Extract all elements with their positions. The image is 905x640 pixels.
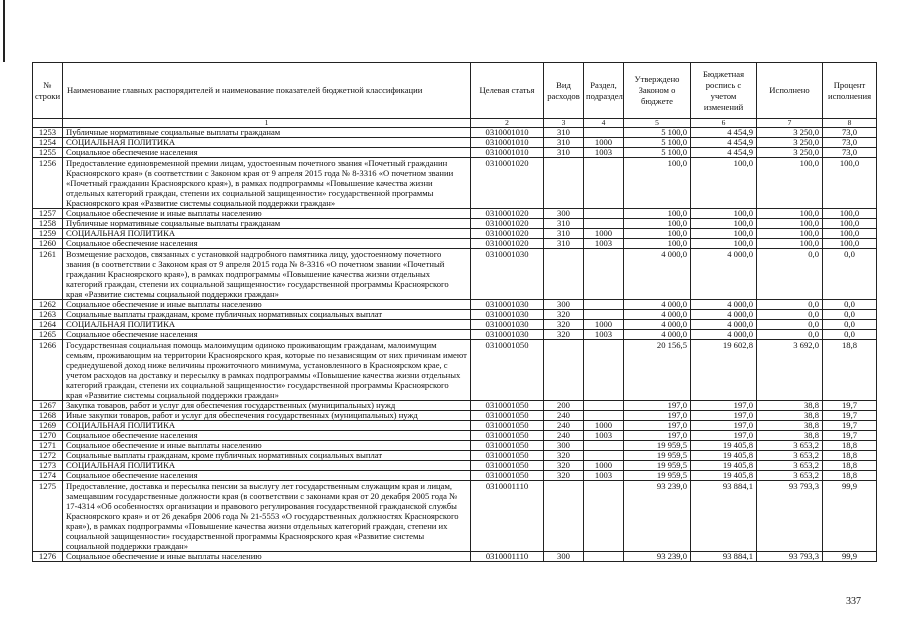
- expense-kind-cell: [544, 481, 584, 552]
- percent-cell: 0,0: [823, 300, 877, 310]
- approved-amount-cell: 197,0: [624, 431, 691, 441]
- expense-kind-cell: 320: [544, 320, 584, 330]
- executed-amount-cell: 0,0: [757, 300, 823, 310]
- expense-kind-cell: 310: [544, 128, 584, 138]
- section-cell: 1000: [584, 461, 624, 471]
- executed-amount-cell: 3 250,0: [757, 128, 823, 138]
- indicator-name-cell: СОЦИАЛЬНАЯ ПОЛИТИКА: [63, 138, 471, 148]
- budget-schedule-cell: 100,0: [691, 219, 757, 229]
- table-row: [33, 461, 877, 471]
- section-cell: 1000: [584, 138, 624, 148]
- column-number-row: [33, 119, 877, 128]
- executed-amount-cell: 100,0: [757, 239, 823, 249]
- budget-schedule-cell: 197,0: [691, 431, 757, 441]
- expense-kind-cell: 300: [544, 552, 584, 562]
- target-article-cell: 0310001020: [471, 209, 544, 219]
- executed-amount-cell: 38,8: [757, 401, 823, 411]
- budget-schedule-cell: 19 405,8: [691, 461, 757, 471]
- row-number-cell: 1275: [33, 481, 63, 552]
- executed-amount-cell: 38,8: [757, 411, 823, 421]
- approved-amount-cell: 4 000,0: [624, 320, 691, 330]
- approved-amount-cell: 19 959,5: [624, 461, 691, 471]
- column-number: 4: [584, 119, 624, 128]
- target-article-cell: 0310001050: [471, 461, 544, 471]
- table-row: [33, 209, 877, 219]
- budget-execution-table: [32, 62, 877, 562]
- budget-schedule-cell: 4 000,0: [691, 300, 757, 310]
- budget-schedule-cell: 100,0: [691, 239, 757, 249]
- table-row: [33, 320, 877, 330]
- target-article-cell: 0310001020: [471, 219, 544, 229]
- indicator-name-cell: Государственная социальная помощь малоимущим одиноко проживающим гражданам, малоимущим семьям, проживающим на территории Красноярского края, которые по независящим от них причинам имеют среднедушевой доход ниже величины прожиточного минимума, установленного в Красноярском крае, с учетом расходов на доставку и пересылку в рамках подпрограммы «Повышение качества жизни отдельных категорий граждан, степени их социальной защищенности» государственной программы Красноярского края «Развитие системы социальной поддержки граждан»: [63, 340, 471, 401]
- percent-cell: 99,9: [823, 552, 877, 562]
- header-expense-kind: Вид расходов: [544, 63, 584, 119]
- section-cell: [584, 340, 624, 401]
- expense-kind-cell: 200: [544, 401, 584, 411]
- column-number: 3: [544, 119, 584, 128]
- row-number-cell: 1274: [33, 471, 63, 481]
- approved-amount-cell: 5 100,0: [624, 138, 691, 148]
- target-article-cell: 0310001030: [471, 320, 544, 330]
- row-number-cell: 1270: [33, 431, 63, 441]
- column-number: 2: [471, 119, 544, 128]
- table-row: [33, 330, 877, 340]
- executed-amount-cell: 93 793,3: [757, 481, 823, 552]
- expense-kind-cell: 320: [544, 451, 584, 461]
- indicator-name-cell: СОЦИАЛЬНАЯ ПОЛИТИКА: [63, 421, 471, 431]
- row-number-cell: 1263: [33, 310, 63, 320]
- percent-cell: 100,0: [823, 219, 877, 229]
- executed-amount-cell: 0,0: [757, 310, 823, 320]
- percent-cell: 73,0: [823, 148, 877, 158]
- row-number-cell: 1262: [33, 300, 63, 310]
- table-row: [33, 138, 877, 148]
- section-cell: 1000: [584, 229, 624, 239]
- header-row-number: № строки: [33, 63, 63, 119]
- table-row: [33, 229, 877, 239]
- table-row: [33, 421, 877, 431]
- target-article-cell: 0310001030: [471, 300, 544, 310]
- budget-schedule-cell: 4 454,9: [691, 128, 757, 138]
- expense-kind-cell: 310: [544, 229, 584, 239]
- column-number: 6: [691, 119, 757, 128]
- approved-amount-cell: 20 156,5: [624, 340, 691, 401]
- approved-amount-cell: 197,0: [624, 411, 691, 421]
- expense-kind-cell: [544, 158, 584, 209]
- table-row: [33, 451, 877, 461]
- expense-kind-cell: 320: [544, 330, 584, 340]
- row-number-cell: 1258: [33, 219, 63, 229]
- header-row: [33, 63, 877, 119]
- percent-cell: 100,0: [823, 239, 877, 249]
- table-row: [33, 300, 877, 310]
- table-row: [33, 441, 877, 451]
- section-cell: 1000: [584, 320, 624, 330]
- executed-amount-cell: 3 653,2: [757, 471, 823, 481]
- percent-cell: 18,8: [823, 451, 877, 461]
- approved-amount-cell: 19 959,5: [624, 471, 691, 481]
- expense-kind-cell: [544, 249, 584, 300]
- section-cell: [584, 401, 624, 411]
- column-number: 8: [823, 119, 877, 128]
- header-target-article: Целевая статья: [471, 63, 544, 119]
- percent-cell: 19,7: [823, 421, 877, 431]
- approved-amount-cell: 100,0: [624, 219, 691, 229]
- row-number-cell: 1256: [33, 158, 63, 209]
- approved-amount-cell: 93 239,0: [624, 481, 691, 552]
- expense-kind-cell: 240: [544, 411, 584, 421]
- budget-schedule-cell: 197,0: [691, 401, 757, 411]
- target-article-cell: 0310001050: [471, 431, 544, 441]
- indicator-name-cell: Социальное обеспечение населения: [63, 471, 471, 481]
- section-cell: [584, 128, 624, 138]
- executed-amount-cell: 3 653,2: [757, 441, 823, 451]
- table-row: [33, 431, 877, 441]
- indicator-name-cell: Публичные нормативные социальные выплаты гражданам: [63, 219, 471, 229]
- executed-amount-cell: 38,8: [757, 431, 823, 441]
- row-number-cell: 1273: [33, 461, 63, 471]
- expense-kind-cell: 310: [544, 138, 584, 148]
- approved-amount-cell: 93 239,0: [624, 552, 691, 562]
- percent-cell: 0,0: [823, 249, 877, 300]
- approved-amount-cell: 100,0: [624, 209, 691, 219]
- percent-cell: 0,0: [823, 320, 877, 330]
- target-article-cell: 0310001030: [471, 249, 544, 300]
- row-number-cell: 1264: [33, 320, 63, 330]
- section-cell: [584, 300, 624, 310]
- target-article-cell: 0310001050: [471, 411, 544, 421]
- budget-schedule-cell: 93 884,1: [691, 481, 757, 552]
- table-row: [33, 411, 877, 421]
- row-number-cell: 1257: [33, 209, 63, 219]
- target-article-cell: 0310001020: [471, 229, 544, 239]
- indicator-name-cell: Социальное обеспечение и иные выплаты населению: [63, 209, 471, 219]
- row-number-cell: 1254: [33, 138, 63, 148]
- executed-amount-cell: 0,0: [757, 249, 823, 300]
- section-cell: 1003: [584, 330, 624, 340]
- section-cell: [584, 411, 624, 421]
- page-number: 337: [846, 596, 861, 607]
- expense-kind-cell: 320: [544, 471, 584, 481]
- percent-cell: 18,8: [823, 441, 877, 451]
- row-number-cell: 1276: [33, 552, 63, 562]
- table-row: [33, 401, 877, 411]
- row-number-cell: 1267: [33, 401, 63, 411]
- percent-cell: 19,7: [823, 431, 877, 441]
- indicator-name-cell: Предоставление единовременной премии лицам, удостоенным почетного звания «Почетный гражданин Красноярского края» (в соответствии с Законом края от 9 апреля 2015 года № 8-3316 «О почетном звании «Почетный гражданин Красноярского края»), в рамках подпрограммы «Повышение качества жизни отдельных категорий граждан, степени их социальной защищенности» государственной программы Красноярского края «Развитие системы социальной поддержки граждан»: [63, 158, 471, 209]
- budget-schedule-cell: 19 602,8: [691, 340, 757, 401]
- table-row: [33, 471, 877, 481]
- section-cell: 1003: [584, 471, 624, 481]
- indicator-name-cell: Закупка товаров, работ и услуг для обеспечения государственных (муниципальных) нужд: [63, 401, 471, 411]
- header-approved: Утверждено Законом о бюджете: [624, 63, 691, 119]
- expense-kind-cell: 300: [544, 300, 584, 310]
- budget-schedule-cell: 197,0: [691, 421, 757, 431]
- approved-amount-cell: 4 000,0: [624, 249, 691, 300]
- executed-amount-cell: 93 793,3: [757, 552, 823, 562]
- executed-amount-cell: 3 250,0: [757, 138, 823, 148]
- row-number-cell: 1255: [33, 148, 63, 158]
- target-article-cell: 0310001030: [471, 310, 544, 320]
- budget-schedule-cell: 4 000,0: [691, 320, 757, 330]
- target-article-cell: 0310001050: [471, 401, 544, 411]
- indicator-name-cell: Социальное обеспечение населения: [63, 239, 471, 249]
- row-number-cell: 1268: [33, 411, 63, 421]
- table-row: [33, 310, 877, 320]
- row-number-cell: 1269: [33, 421, 63, 431]
- budget-schedule-cell: 100,0: [691, 158, 757, 209]
- approved-amount-cell: 4 000,0: [624, 310, 691, 320]
- indicator-name-cell: Возмещение расходов, связанных с установкой надгробного памятника лицу, удостоенному почетного звания (в соответствии с Законом края от 9 апреля 2015 года № 8-3316 «О почетном звании «Почетный гражданин Красноярского края»), в рамках подпрограммы «Повышение качества жизни отдельных категорий граждан, степени их социальной защищенности» государственной программы Красноярского края «Развитие системы социальной поддержки граждан»: [63, 249, 471, 300]
- expense-kind-cell: 240: [544, 431, 584, 441]
- header-name: Наименование главных распорядителей и наименование показателей бюджетной классификации: [63, 63, 471, 119]
- target-article-cell: 0310001110: [471, 552, 544, 562]
- approved-amount-cell: 100,0: [624, 229, 691, 239]
- table-row: [33, 128, 877, 138]
- executed-amount-cell: 100,0: [757, 219, 823, 229]
- column-number: 7: [757, 119, 823, 128]
- target-article-cell: 0310001030: [471, 330, 544, 340]
- approved-amount-cell: 100,0: [624, 158, 691, 209]
- row-number-cell: 1259: [33, 229, 63, 239]
- budget-schedule-cell: 100,0: [691, 229, 757, 239]
- indicator-name-cell: Предоставление, доставка и пересылка пенсии за выслугу лет государственным служащим края и лицам, замещавшим государственные должности края (в соответствии с законами края от 20 декабря 2005 года № 17-4314 «Об особенностях организации и правового регулирования государственной гражданской службы Красноярского края» и от 26 декабря 2006 года № 21-5553 «О государственных должностях Красноярского края»), в рамках подпрограммы «Повышение качества жизни отдельных категорий граждан, степени их социальной защищенности» государственной программы Красноярского края «Развитие системы социальной поддержки граждан»: [63, 481, 471, 552]
- row-number-cell: 1265: [33, 330, 63, 340]
- target-article-cell: 0310001010: [471, 128, 544, 138]
- row-number-cell: 1271: [33, 441, 63, 451]
- expense-kind-cell: 320: [544, 310, 584, 320]
- percent-cell: 99,9: [823, 481, 877, 552]
- column-number: 1: [63, 119, 471, 128]
- table-row: [33, 239, 877, 249]
- column-number: 5: [624, 119, 691, 128]
- approved-amount-cell: 4 000,0: [624, 300, 691, 310]
- row-number-cell: 1272: [33, 451, 63, 461]
- header-budget-schedule: Бюджетная роспись с учетом изменений: [691, 63, 757, 119]
- expense-kind-cell: 310: [544, 148, 584, 158]
- expense-kind-cell: 300: [544, 441, 584, 451]
- executed-amount-cell: 38,8: [757, 421, 823, 431]
- executed-amount-cell: 100,0: [757, 209, 823, 219]
- budget-schedule-cell: 19 405,8: [691, 451, 757, 461]
- approved-amount-cell: 197,0: [624, 421, 691, 431]
- row-number-cell: 1260: [33, 239, 63, 249]
- budget-schedule-cell: 4 000,0: [691, 330, 757, 340]
- percent-cell: 18,8: [823, 471, 877, 481]
- indicator-name-cell: Социальное обеспечение населения: [63, 431, 471, 441]
- section-cell: [584, 158, 624, 209]
- section-cell: [584, 310, 624, 320]
- approved-amount-cell: 4 000,0: [624, 330, 691, 340]
- percent-cell: 18,8: [823, 340, 877, 401]
- indicator-name-cell: Социальное обеспечение и иные выплаты населению: [63, 441, 471, 451]
- indicator-name-cell: Иные закупки товаров, работ и услуг для обеспечения государственных (муниципальных) нужд: [63, 411, 471, 421]
- target-article-cell: 0310001050: [471, 441, 544, 451]
- expense-kind-cell: 240: [544, 421, 584, 431]
- approved-amount-cell: 100,0: [624, 239, 691, 249]
- table-row: [33, 219, 877, 229]
- budget-schedule-cell: 4 000,0: [691, 310, 757, 320]
- executed-amount-cell: 3 653,2: [757, 461, 823, 471]
- budget-schedule-cell: 4 454,9: [691, 148, 757, 158]
- approved-amount-cell: 19 959,5: [624, 451, 691, 461]
- table-row: [33, 481, 877, 552]
- percent-cell: 100,0: [823, 229, 877, 239]
- column-number: [33, 119, 63, 128]
- percent-cell: 19,7: [823, 411, 877, 421]
- table-row: [33, 158, 877, 209]
- table-row: [33, 249, 877, 300]
- percent-cell: 0,0: [823, 310, 877, 320]
- row-number-cell: 1261: [33, 249, 63, 300]
- section-cell: [584, 441, 624, 451]
- section-cell: 1003: [584, 239, 624, 249]
- executed-amount-cell: 3 653,2: [757, 451, 823, 461]
- target-article-cell: 0310001010: [471, 148, 544, 158]
- section-cell: [584, 481, 624, 552]
- table-row: [33, 148, 877, 158]
- budget-schedule-cell: 19 405,8: [691, 441, 757, 451]
- budget-schedule-cell: 93 884,1: [691, 552, 757, 562]
- budget-schedule-cell: 19 405,8: [691, 471, 757, 481]
- executed-amount-cell: 100,0: [757, 158, 823, 209]
- percent-cell: 19,7: [823, 401, 877, 411]
- expense-kind-cell: [544, 340, 584, 401]
- expense-kind-cell: 310: [544, 239, 584, 249]
- header-section: Раздел, подраздел: [584, 63, 624, 119]
- expense-kind-cell: 310: [544, 219, 584, 229]
- indicator-name-cell: СОЦИАЛЬНАЯ ПОЛИТИКА: [63, 461, 471, 471]
- target-article-cell: 0310001050: [471, 421, 544, 431]
- percent-cell: 73,0: [823, 138, 877, 148]
- indicator-name-cell: Социальное обеспечение и иные выплаты населению: [63, 300, 471, 310]
- executed-amount-cell: 3 250,0: [757, 148, 823, 158]
- header-percent: Процент исполнения: [823, 63, 877, 119]
- target-article-cell: 0310001050: [471, 451, 544, 461]
- target-article-cell: 0310001050: [471, 340, 544, 401]
- section-cell: 1003: [584, 431, 624, 441]
- indicator-name-cell: Публичные нормативные социальные выплаты гражданам: [63, 128, 471, 138]
- approved-amount-cell: 5 100,0: [624, 148, 691, 158]
- section-cell: 1000: [584, 421, 624, 431]
- target-article-cell: 0310001110: [471, 481, 544, 552]
- indicator-name-cell: Социальное обеспечение населения: [63, 330, 471, 340]
- executed-amount-cell: 100,0: [757, 229, 823, 239]
- target-article-cell: 0310001020: [471, 158, 544, 209]
- section-cell: [584, 219, 624, 229]
- percent-cell: 18,8: [823, 461, 877, 471]
- executed-amount-cell: 0,0: [757, 330, 823, 340]
- section-cell: 1003: [584, 148, 624, 158]
- section-cell: [584, 552, 624, 562]
- indicator-name-cell: Социальные выплаты гражданам, кроме публичных нормативных социальных выплат: [63, 451, 471, 461]
- indicator-name-cell: Социальное обеспечение населения: [63, 148, 471, 158]
- header-executed: Исполнено: [757, 63, 823, 119]
- target-article-cell: 0310001020: [471, 239, 544, 249]
- percent-cell: 73,0: [823, 128, 877, 138]
- budget-schedule-cell: 197,0: [691, 411, 757, 421]
- left-margin-line: [3, 0, 5, 62]
- expense-kind-cell: 320: [544, 461, 584, 471]
- indicator-name-cell: СОЦИАЛЬНАЯ ПОЛИТИКА: [63, 229, 471, 239]
- row-number-cell: 1253: [33, 128, 63, 138]
- percent-cell: 100,0: [823, 158, 877, 209]
- approved-amount-cell: 5 100,0: [624, 128, 691, 138]
- approved-amount-cell: 19 959,5: [624, 441, 691, 451]
- approved-amount-cell: 197,0: [624, 401, 691, 411]
- budget-schedule-cell: 4 454,9: [691, 138, 757, 148]
- section-cell: [584, 249, 624, 300]
- target-article-cell: 0310001010: [471, 138, 544, 148]
- budget-schedule-cell: 4 000,0: [691, 249, 757, 300]
- table-row: [33, 340, 877, 401]
- row-number-cell: 1266: [33, 340, 63, 401]
- executed-amount-cell: 3 692,0: [757, 340, 823, 401]
- percent-cell: 100,0: [823, 209, 877, 219]
- section-cell: [584, 451, 624, 461]
- percent-cell: 0,0: [823, 330, 877, 340]
- budget-schedule-cell: 100,0: [691, 209, 757, 219]
- indicator-name-cell: Социальное обеспечение и иные выплаты населению: [63, 552, 471, 562]
- executed-amount-cell: 0,0: [757, 320, 823, 330]
- expense-kind-cell: 300: [544, 209, 584, 219]
- indicator-name-cell: Социальные выплаты гражданам, кроме публичных нормативных социальных выплат: [63, 310, 471, 320]
- section-cell: [584, 209, 624, 219]
- table-row: [33, 552, 877, 562]
- indicator-name-cell: СОЦИАЛЬНАЯ ПОЛИТИКА: [63, 320, 471, 330]
- target-article-cell: 0310001050: [471, 471, 544, 481]
